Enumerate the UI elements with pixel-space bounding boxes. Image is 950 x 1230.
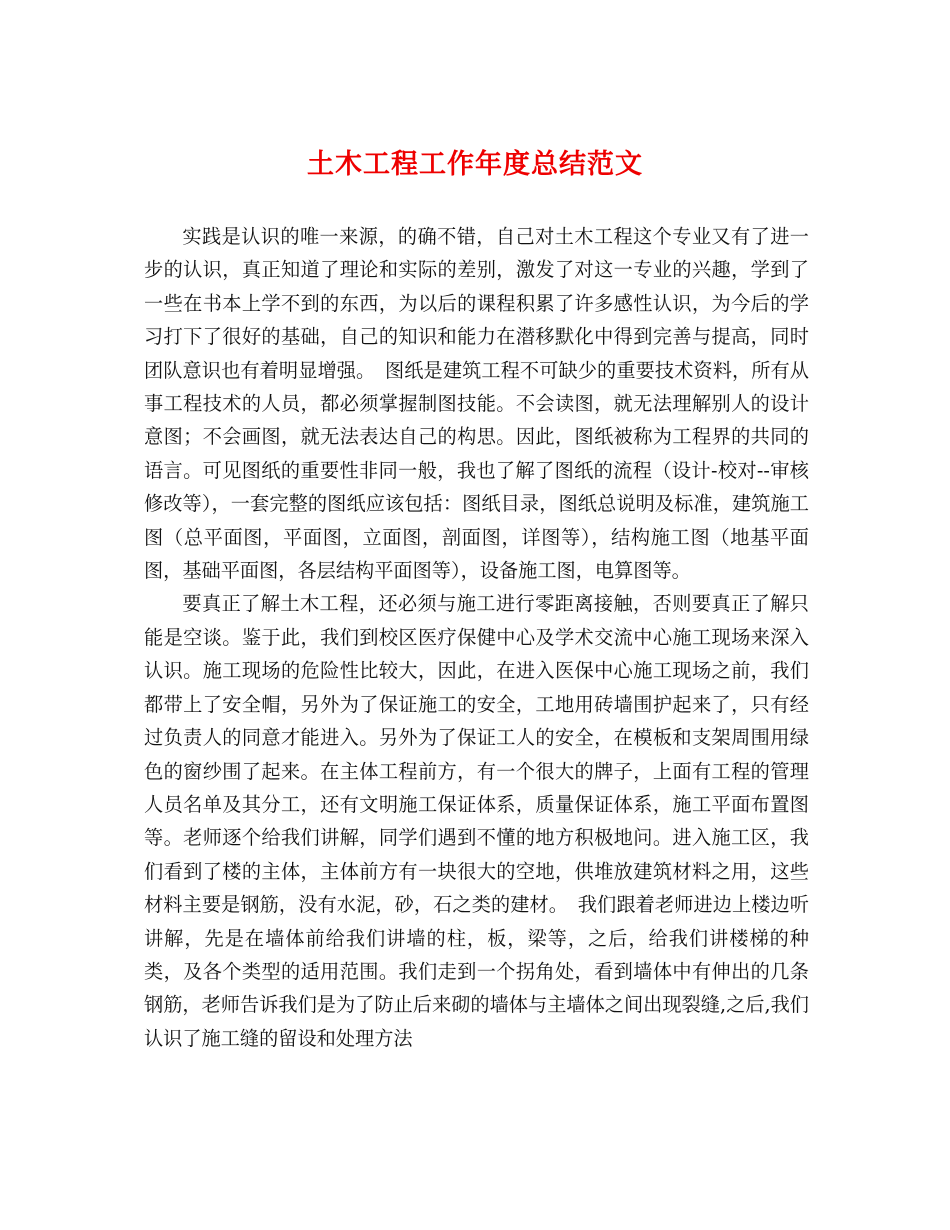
document-title: 土木工程工作年度总结范文	[307, 149, 643, 180]
paragraph-1: 实践是认识的唯一来源，的确不错，自己对土木工程这个专业又有了进一步的认识，真正知道了理论和实际的差别，激发了对这一专业的兴趣，学到了一些在书本上学不到的东西，为以后的课程积累了许多感性认识，为今后的学习打下了很好的基础，自己的知识和能力在潜移默化中得到完善与提高，同时团队意识也有着明显增强。 图纸是建筑工程不可缺少的重要技术资料，所有从事工程技术的人员，都必须掌握制图技能。不会读图，就无法理解别人的设计意图；不会画图，就无法表达自己的构思。因此，图纸被称为工程界的共同的语言。可见图纸的重要性非同一般，我也了解了图纸的流程（设计-校对--审核修改等），一套完整的图纸应该包括：图纸目录，图纸总说明及标准，建筑施工图（总平面图，平面图，立面图，剖面图，详图等），结构施工图（地基平面图，基础平面图，各层结构平面图等），设备施工图，电算图等。	[144, 225, 809, 583]
paragraph-2: 要真正了解土木工程，还必须与施工进行零距离接触，否则要真正了解只能是空谈。鉴于此，我们到校区医疗保健中心及学术交流中心施工现场来深入认识。施工现场的危险性比较大，因此，在进入医保中心施工现场之前，我们都带上了安全帽，另外为了保证施工的安全，工地用砖墙围护起来了，只有经过负责人的同意才能进入。另外为了保证工人的安全，在模板和支架周围用绿色的窗纱围了起来。在主体工程前方，有一个很大的牌子，上面有工程的管理人员名单及其分工，还有文明施工保证体系，质量保证体系，施工平面布置图等。老师逐个给我们讲解，同学们遇到不懂的地方积极地问。进入施工区，我们看到了楼的主体，主体前方有一块很大的空地，供堆放建筑材料之用，这些材料主要是钢筋，没有水泥，砂，石之类的建材。 我们跟着老师进边上楼边听讲解，先是在墙体前给我们讲墙的柱，板，梁等，之后，给我们讲楼梯的种类，及各个类型的适用范围。我们走到一个拐角处，看到墙体中有伸出的几条钢筋，老师告诉我们是为了防止后来砌的墙体与主墙体之间出现裂缝,之后,我们认识了施工缝的留设和处理方法	[144, 592, 809, 1050]
document-body	[144, 220, 809, 1055]
